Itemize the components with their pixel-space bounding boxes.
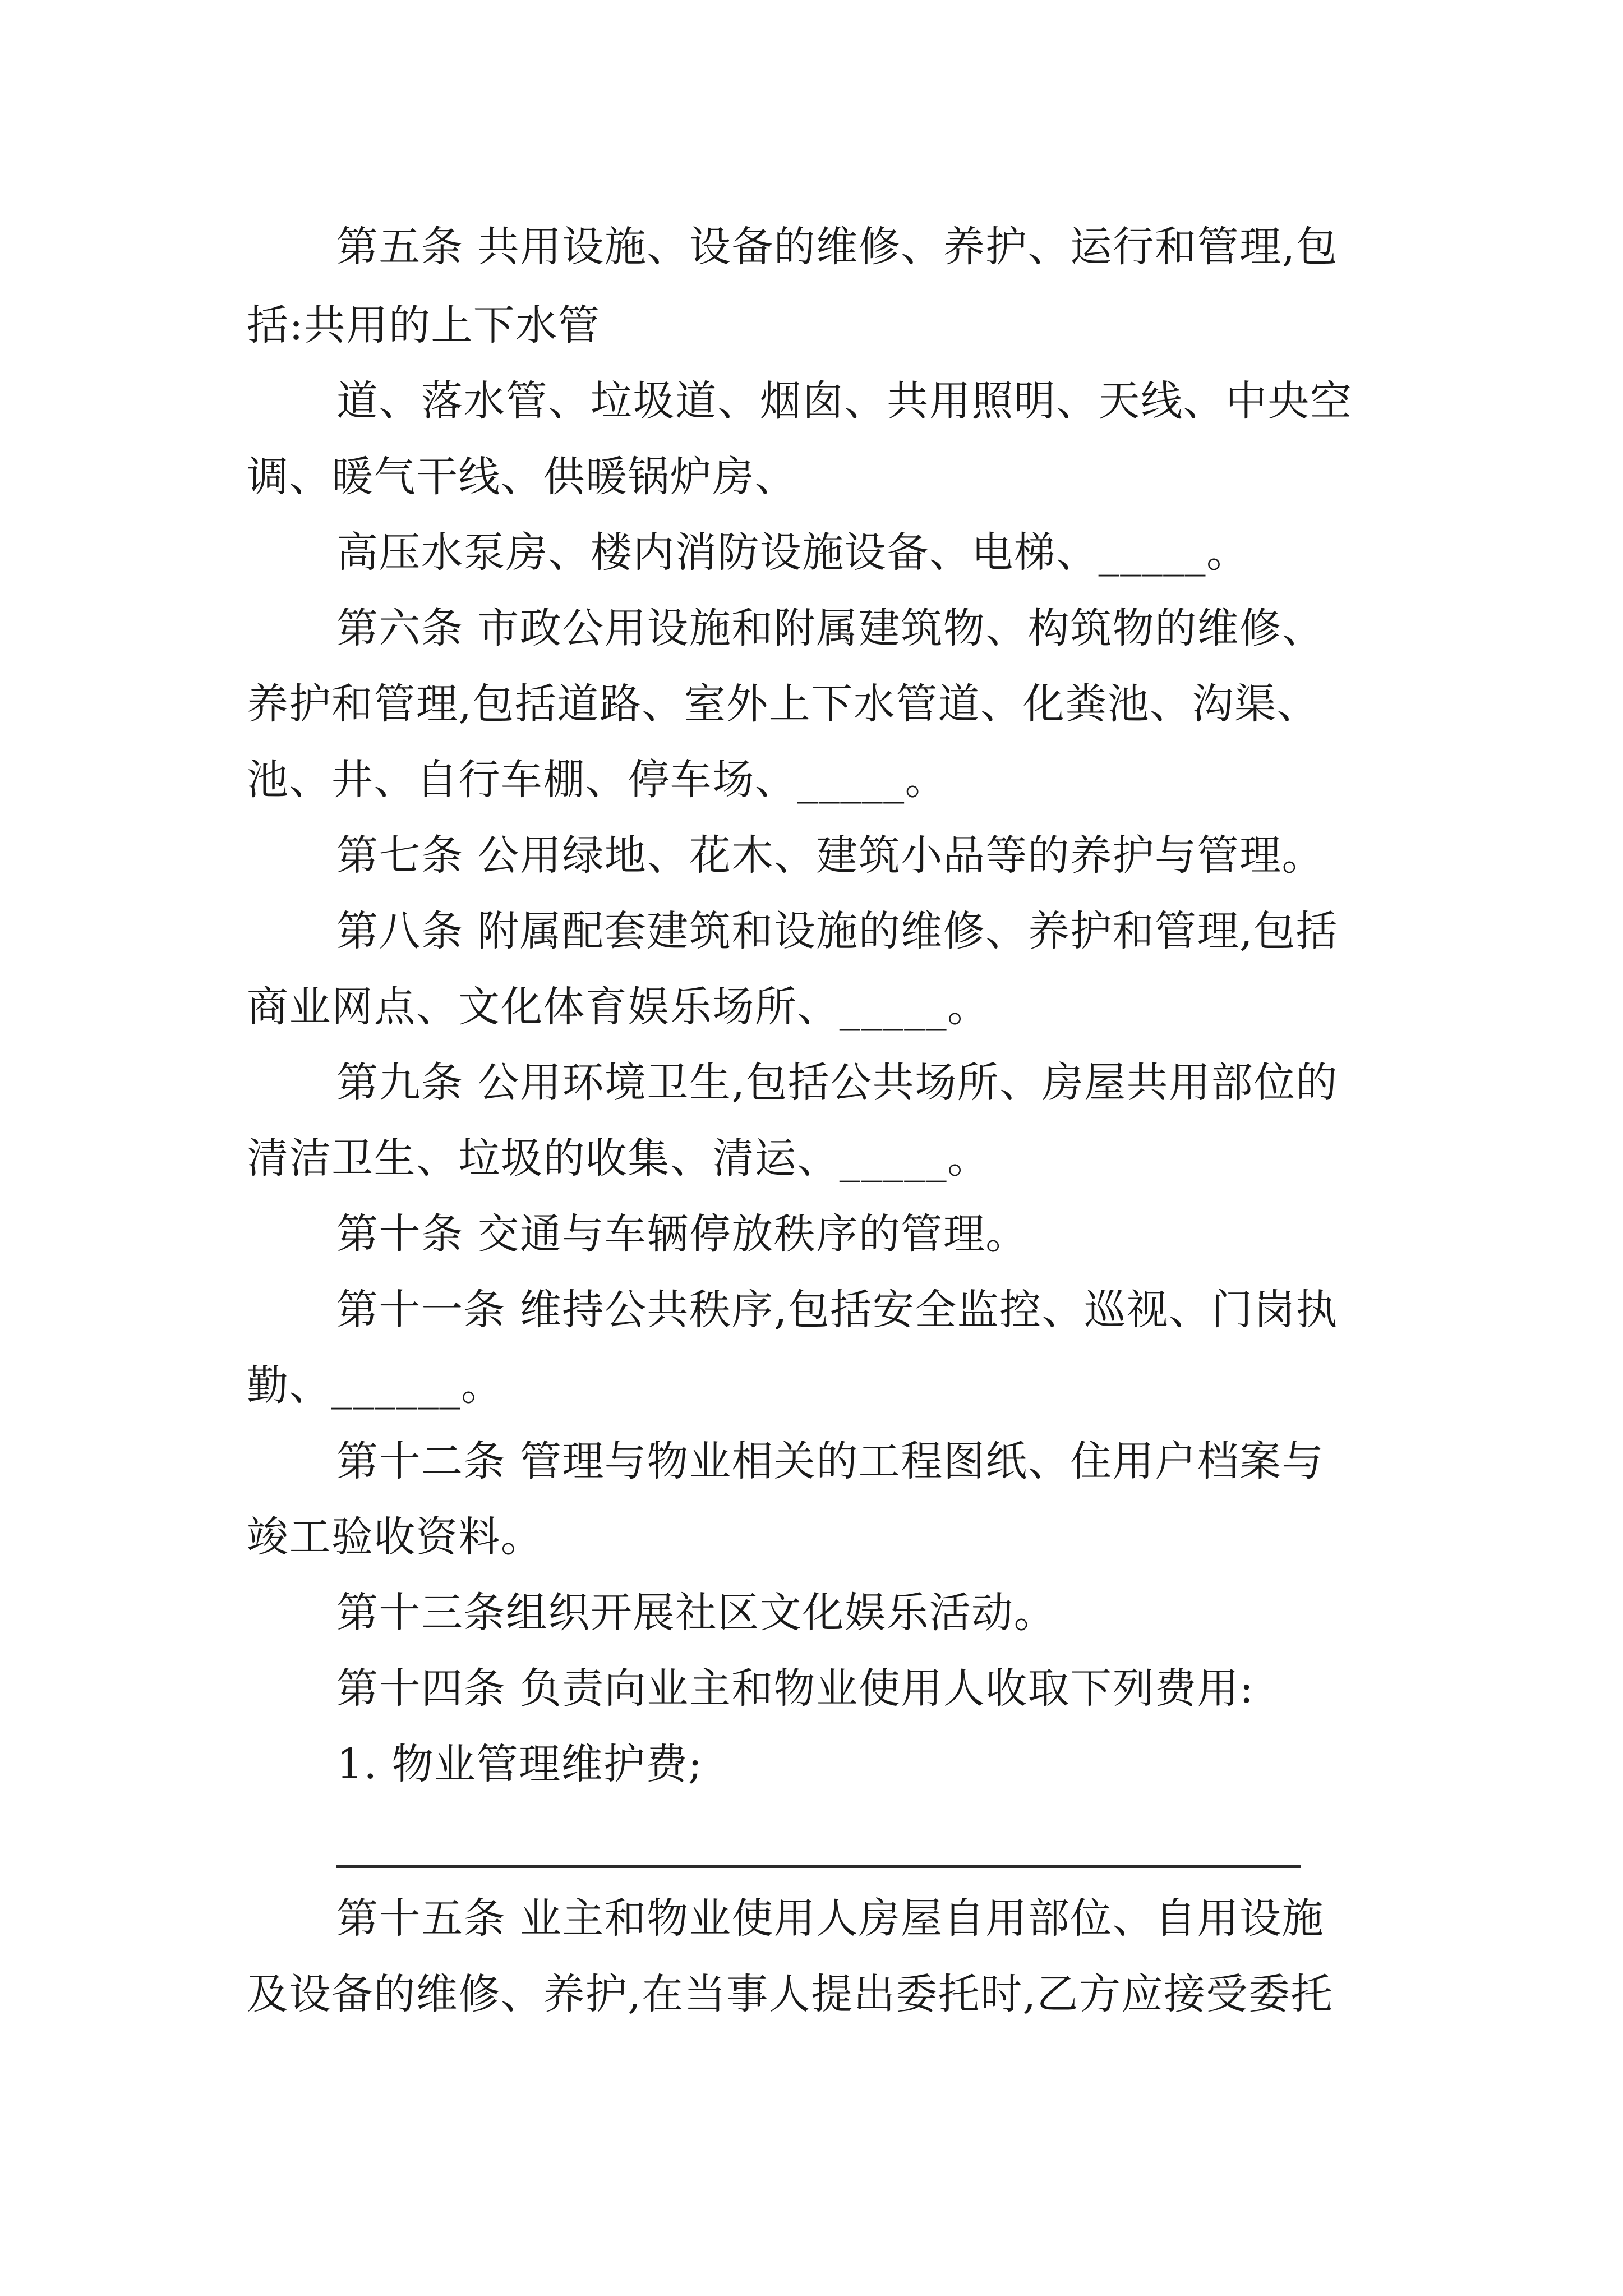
- article-14-item-1: 1. 物业管理维护费;: [336, 1740, 703, 1788]
- article-5-line-2: 括:共用的上下水管: [247, 301, 601, 349]
- article-8-line-2: 商业网点、文化体育娱乐场所、_____。: [247, 983, 990, 1031]
- article-11-line-2: 勤、______。: [247, 1361, 504, 1410]
- blank-fill-line: [336, 1865, 1301, 1868]
- article-5-line-4: 调、暖气干线、供暖锅炉房、: [247, 453, 797, 501]
- article-15-line-1: 第十五条 业主和物业使用人房屋自用部位、自用设施: [336, 1894, 1325, 1943]
- article-13-line-1: 第十三条组织开展社区文化娱乐活动。: [336, 1589, 1057, 1637]
- article-11-line-1: 第十一条 维持公共秩序,包括安全监控、巡视、门岗执: [336, 1286, 1339, 1334]
- article-5-line-3: 道、落水管、垃圾道、烟囱、共用照明、天线、中央空: [336, 377, 1353, 425]
- article-5-line-5: 高压水泵房、楼内消防设施设备、电梯、_____。: [336, 528, 1249, 577]
- article-6-line-2: 养护和管理,包括道路、室外上下水管道、化粪池、沟渠、: [247, 680, 1319, 728]
- article-9-line-1: 第九条 公用环境卫生,包括公共场所、房屋共用部位的: [336, 1059, 1339, 1107]
- article-12-line-2: 竣工验收资料。: [247, 1513, 543, 1561]
- article-6-line-3: 池、井、自行车棚、停车场、_____。: [247, 756, 948, 804]
- article-14-line-1: 第十四条 负责向业主和物业使用人收取下列费用:: [336, 1664, 1255, 1713]
- article-8-line-1: 第八条 附属配套建筑和设施的维修、养护和管理,包括: [336, 907, 1339, 955]
- article-5-line-1: 第五条 共用设施、设备的维修、养护、运行和管理,包: [336, 223, 1339, 271]
- article-7-line-1: 第七条 公用绿地、花木、建筑小品等的养护与管理。: [336, 831, 1325, 880]
- article-12-line-1: 第十二条 管理与物业相关的工程图纸、住用户档案与: [336, 1437, 1325, 1485]
- article-9-line-2: 清洁卫生、垃圾的收集、清运、_____。: [247, 1134, 990, 1182]
- article-10-line-1: 第十条 交通与车辆停放秩序的管理。: [336, 1210, 1028, 1258]
- article-15-line-2: 及设备的维修、养护,在当事人提出委托时,乙方应接受委托: [247, 1970, 1334, 2018]
- article-6-line-1: 第六条 市政公用设施和附属建筑物、构筑物的维修、: [336, 604, 1325, 652]
